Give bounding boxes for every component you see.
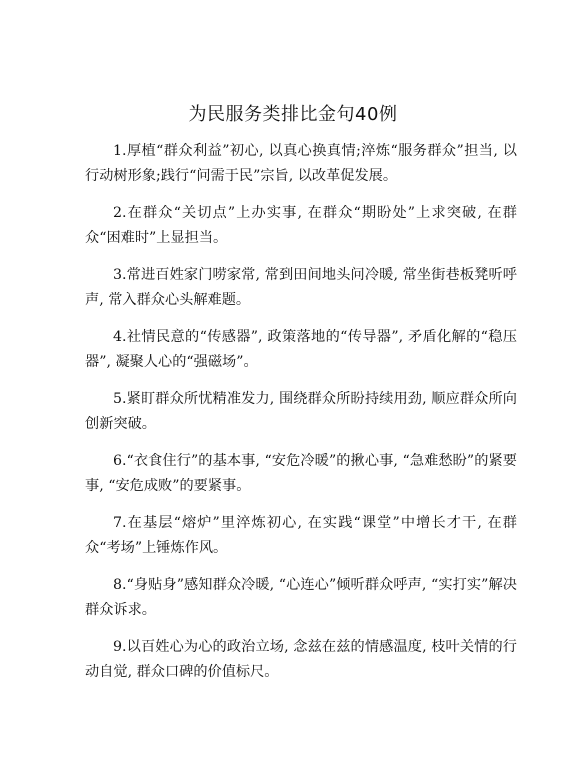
paragraph-8: 8.“身贴身”感知群众冷暖, “心连心”倾听群众呼声, “实打实”解决群众诉求。 [85, 577, 517, 618]
paragraph-3: 3.常进百姓家门唠家常, 常到田间地头问冷暖, 常坐街巷板凳听呼声, 常入群众心头解难题。 [85, 267, 517, 308]
paragraph-6: 6.“衣食住行”的基本事, “安危冷暖”的揪心事, “急难愁盼”的紧要事, “安危成败”的要紧事。 [85, 453, 517, 494]
paragraph-5: 5.紧盯群众所忧精准发力, 围绕群众所盼持续用劲, 顺应群众所向创新突破。 [85, 391, 517, 432]
paragraph-2: 2.在群众“关切点”上办实事, 在群众“期盼处”上求突破, 在群众“困难时”上显担当。 [85, 205, 517, 246]
paragraph-1: 1.厚植“群众利益”初心, 以真心换真情;淬炼“服务群众”担当, 以行动树形象;践行“问需于民”宗旨, 以改革促发展。 [85, 143, 517, 184]
page-title: 为民服务类排比金句40例 [188, 104, 398, 125]
paragraph-7: 7.在基层“熔炉”里淬炼初心, 在实践“课堂”中增长才干, 在群众“考场”上锤炼作风。 [85, 515, 517, 556]
document-body [85, 139, 517, 697]
paragraph-9: 9.以百姓心为心的政治立场, 念兹在兹的情感温度, 枝叶关情的行动自觉, 群众口碑的价值标尺。 [85, 639, 517, 680]
paragraph-4: 4.社情民意的“传感器”, 政策落地的“传导器”, 矛盾化解的“稳压器”, 凝聚人心的“强磁场”。 [85, 329, 517, 370]
